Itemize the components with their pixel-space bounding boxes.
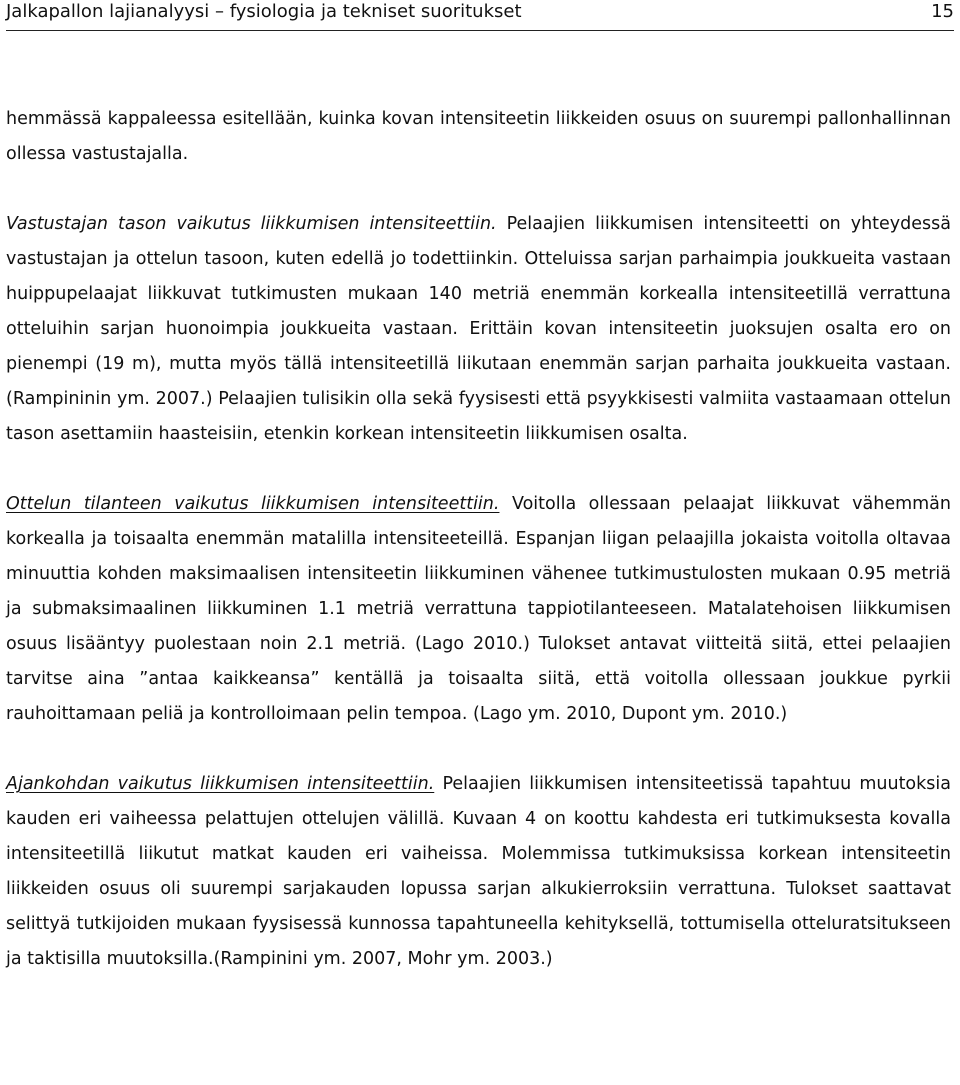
paragraph-text: Pelaajien liikkumisen intensiteetissä tapahtuu muutoksia kauden eri vaiheessa pelattujen ottelujen välillä. Kuvaan 4 on koottu kahdesta eri tutkimuksesta kovalla intensiteetillä liikutut matkat kauden eri vaiheissa. Molemmissa tutkimuksissa korkean intensiteetin liikkeiden osuus oli suurempi sarjakauden lopussa sarjan alkukierroksiin verrattuna. Tulokset saattavat selittyä tutkijoiden mukaan fyysisessä kunnossa tapahtuneella kehityksellä, tottumisella otteluratsitukseen ja taktisilla muutoksilla.(Rampinini ym. 2007, Mohr ym. 2003.) — [6, 774, 951, 969]
document-body — [6, 102, 951, 977]
paragraph-opponent-level — [6, 207, 951, 452]
paragraph-match-situation — [6, 487, 951, 732]
section-heading: Ajankohdan vaikutus liikkumisen intensiteettiin. — [6, 774, 435, 794]
section-heading: Ottelun tilanteen vaikutus liikkumisen intensiteettiin. — [6, 494, 500, 514]
paragraph-text: Voitolla ollessaan pelaajat liikkuvat vähemmän korkealla ja toisaalta enemmän matalilla intensiteeteillä. Espanjan liigan pelaajilla jokaista voitolla oltavaa minuuttia kohden maksimaalisen intensiteetin liikkuminen vähenee tutkimustulosten mukaan 0.95 metriä ja submaksimaalinen liikkuminen 1.1 metriä verrattuna tappiotilanteeseen. Matalatehoisen liikkumisen osuus lisääntyy puolestaan noin 2.1 metriä. (Lago 2010.) Tulokset antavat viitteitä siitä, ettei pelaajien tarvitse aina ”antaa kaikkeansa” kentällä ja toisaalta siitä, että voitolla ollessaan joukkue pyrkii rauhoittamaan peliä ja kontrolloimaan pelin tempoa. (Lago ym. 2010, Dupont ym. 2010.) — [6, 494, 951, 724]
paragraph-season-timing — [6, 767, 951, 977]
page-header — [6, 0, 954, 24]
header-divider — [6, 30, 954, 31]
running-title: Jalkapallon lajianalyysi – fysiologia ja tekniset suoritukset — [6, 1, 522, 22]
paragraph-text: Pelaajien liikkumisen intensiteetti on yhteydessä vastustajan ja ottelun tasoon, kuten edellä jo todettiinkin. Otteluissa sarjan parhaimpia joukkueita vastaan huippupelaajat liikkuvat tutkimusten mukaan 140 metriä enemmän korkealla intensiteetillä verrattuna otteluihin sarjan huonoimpia joukkueita vastaan. Erittäin kovan intensiteetin juoksujen osalta ero on pienempi (19 m), mutta myös tällä intensiteetillä liikutaan enemmän sarjan parhaita joukkueita vastaan. (Rampininin ym. 2007.) Pelaajien tulisikin olla sekä fyysisesti että psyykkisesti valmiita vastaamaan ottelun tason asettamiin haasteisiin, etenkin korkean intensiteetin liikkumisen osalta. — [6, 214, 951, 444]
paragraph-continuation — [6, 102, 951, 172]
section-heading: Vastustajan tason vaikutus liikkumisen intensiteettiin. — [6, 214, 497, 234]
page-number: 15 — [931, 1, 954, 22]
paragraph-text: hemmässä kappaleessa esitellään, kuinka kovan intensiteetin liikkeiden osuus on suurempi pallonhallinnan ollessa vastustajalla. — [6, 109, 951, 164]
